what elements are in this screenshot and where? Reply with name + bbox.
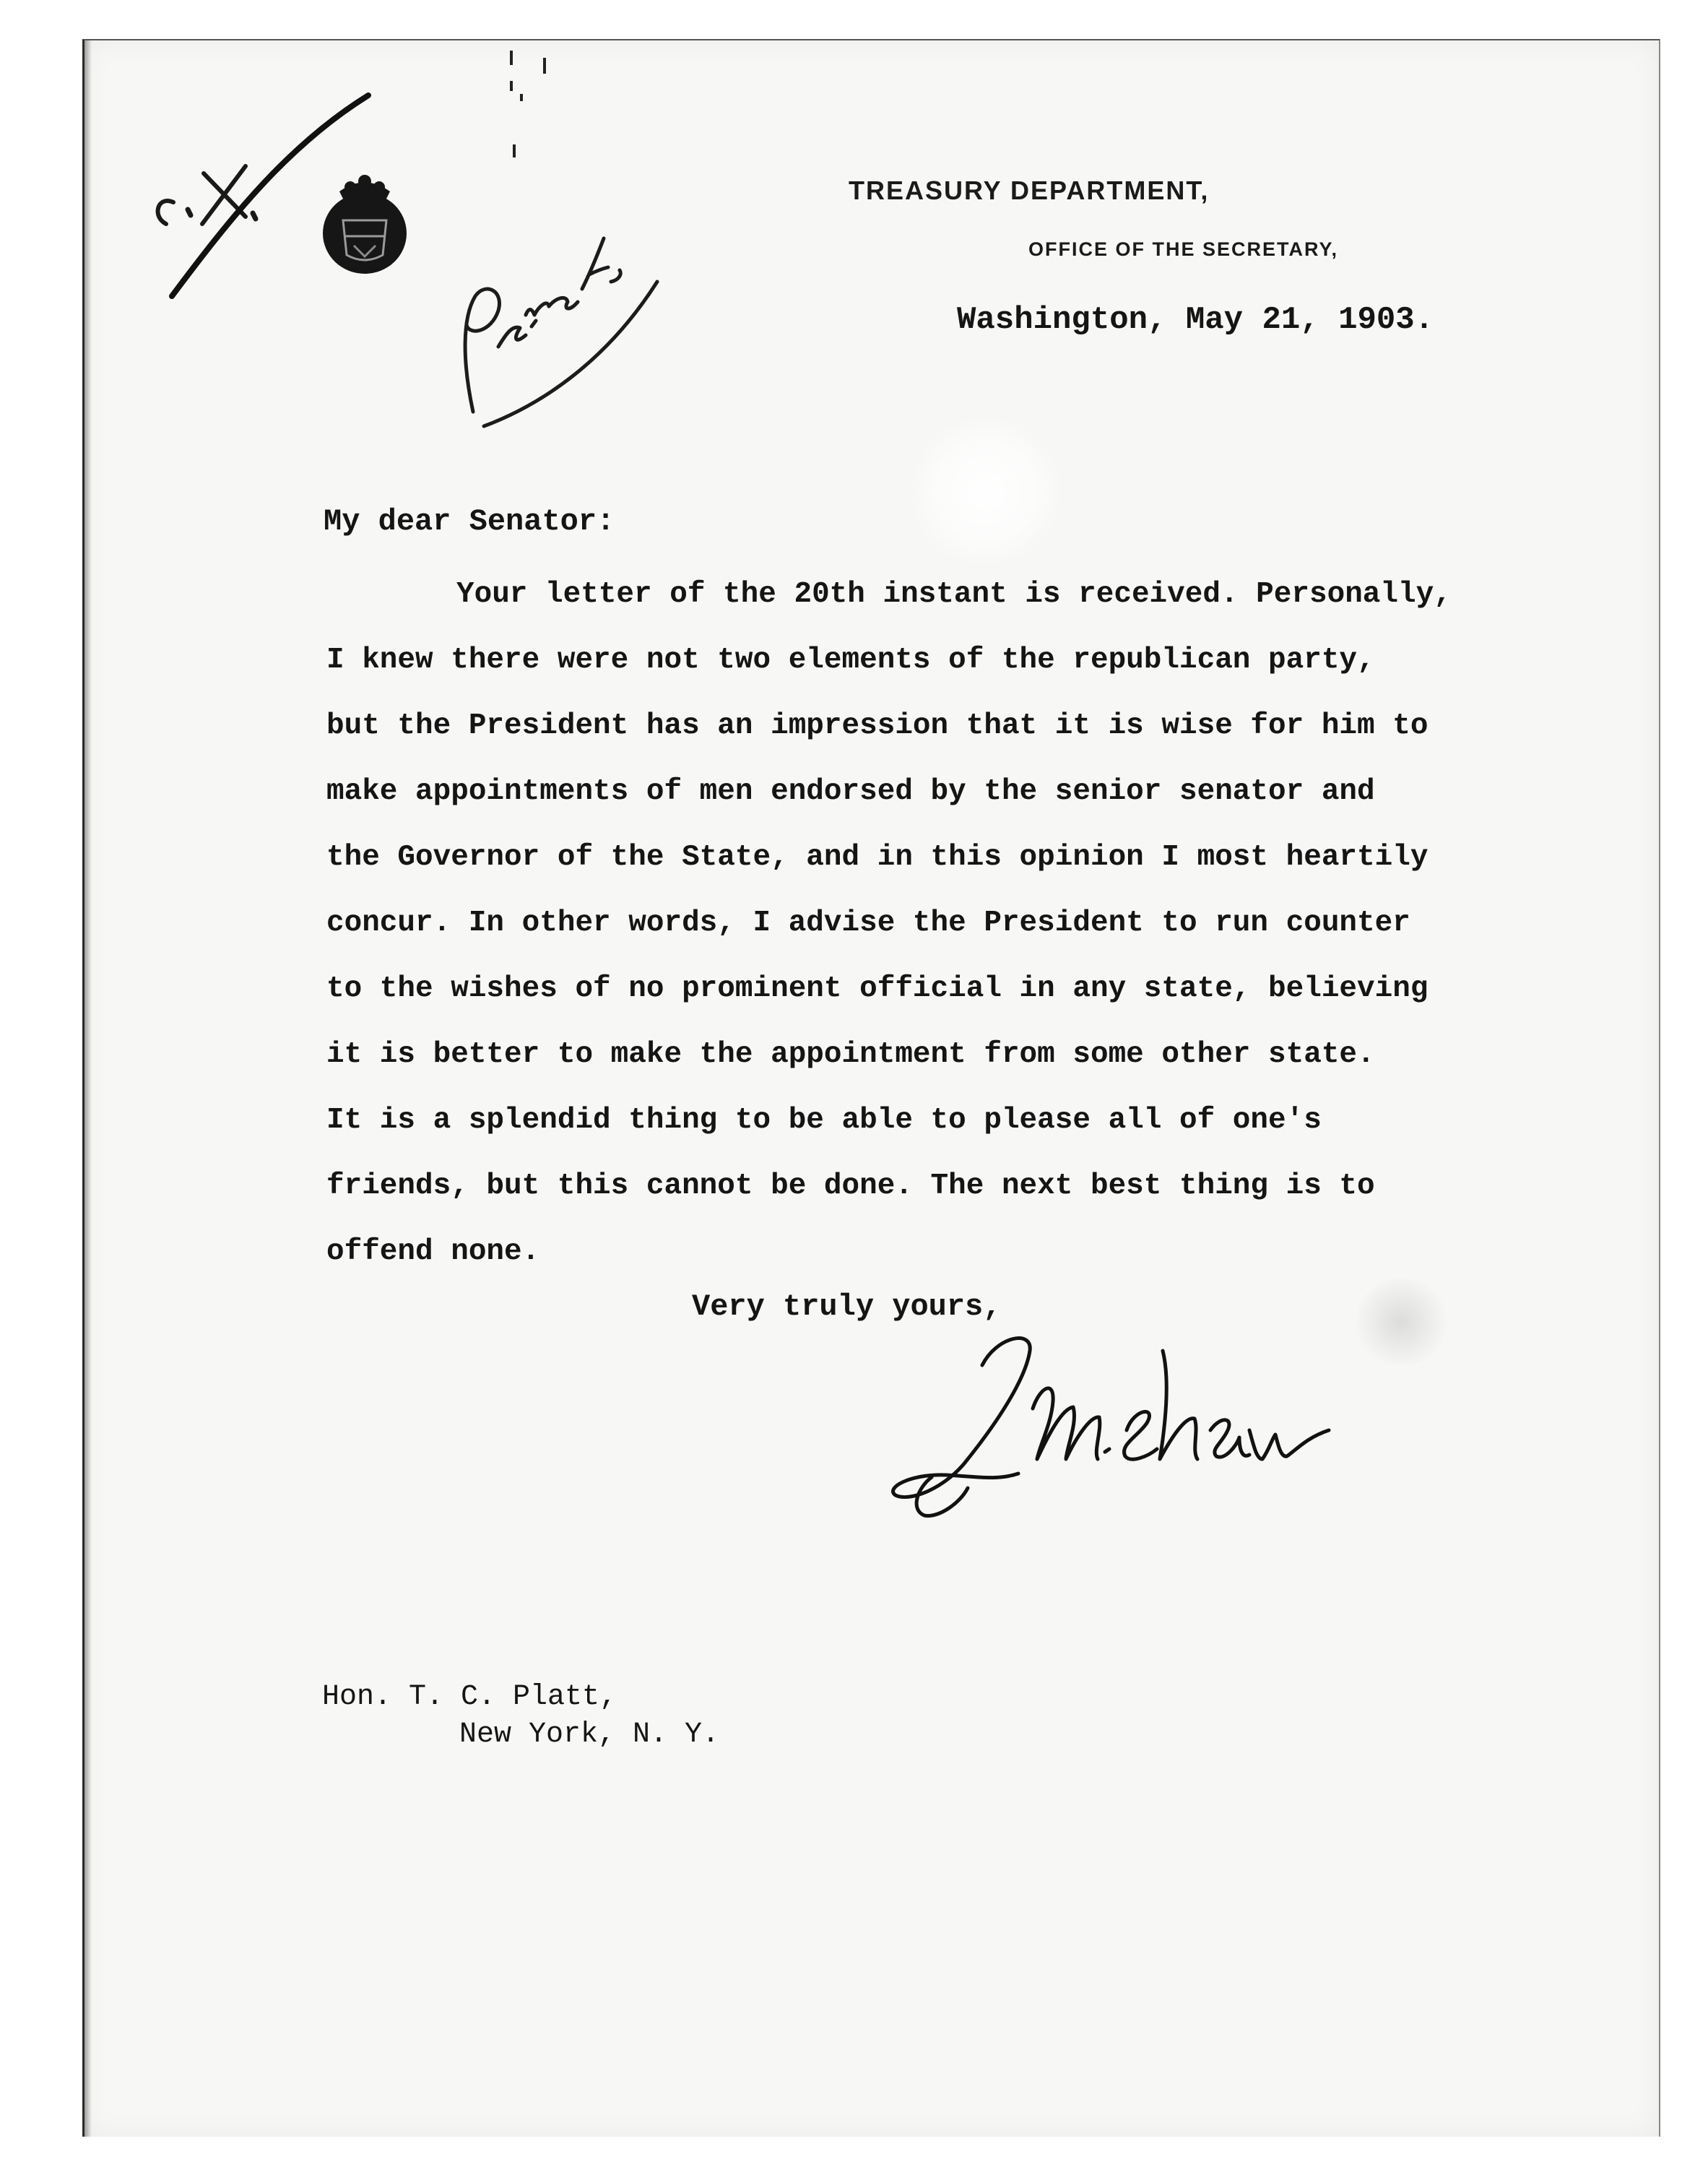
body-line: but the President has an impression that it is wise for him to	[326, 709, 1429, 743]
sheet-edge-shadow	[84, 40, 92, 2137]
closing: Very truly yours,	[692, 1289, 1002, 1324]
addressee-location: New York, N. Y.	[459, 1718, 720, 1751]
treasury-seal-icon	[311, 170, 419, 278]
letter-body	[326, 562, 1598, 1285]
tick-marks-icon	[498, 43, 578, 166]
paper-blemish	[1351, 1279, 1452, 1365]
body-line: friends, but this cannot be done. The next best thing is to	[326, 1169, 1375, 1203]
body-line: it is better to make the appointment from some other state.	[326, 1038, 1375, 1071]
handwritten-private-note	[441, 173, 672, 441]
letterhead-office: OFFICE OF THE SECRETARY,	[1028, 238, 1339, 260]
addressee-name: Hon. T. C. Platt,	[322, 1681, 617, 1713]
letterhead-department: TREASURY DEPARTMENT,	[849, 176, 1210, 205]
dateline: Washington, May 21, 1903.	[957, 302, 1434, 338]
body-line: concur. In other words, I advise the President to run counter	[326, 907, 1410, 940]
handwritten-signature	[888, 1322, 1336, 1531]
body-line: It is a splendid thing to be able to please all of one's	[326, 1104, 1322, 1137]
body-line: the Governor of the State, and in this opinion I most heartily	[326, 841, 1429, 874]
salutation: My dear Senator:	[324, 504, 615, 539]
body-line: I knew there were not two elements of the republican party,	[326, 644, 1375, 677]
body-line: to the wishes of no prominent official in any state, believing	[326, 972, 1429, 1005]
paper-blemish	[903, 419, 1069, 563]
body-line: make appointments of men endorsed by the senior senator and	[326, 775, 1375, 808]
body-line: Your letter of the 20th instant is received. Personally,	[456, 578, 1452, 611]
body-line: offend none.	[326, 1235, 540, 1268]
